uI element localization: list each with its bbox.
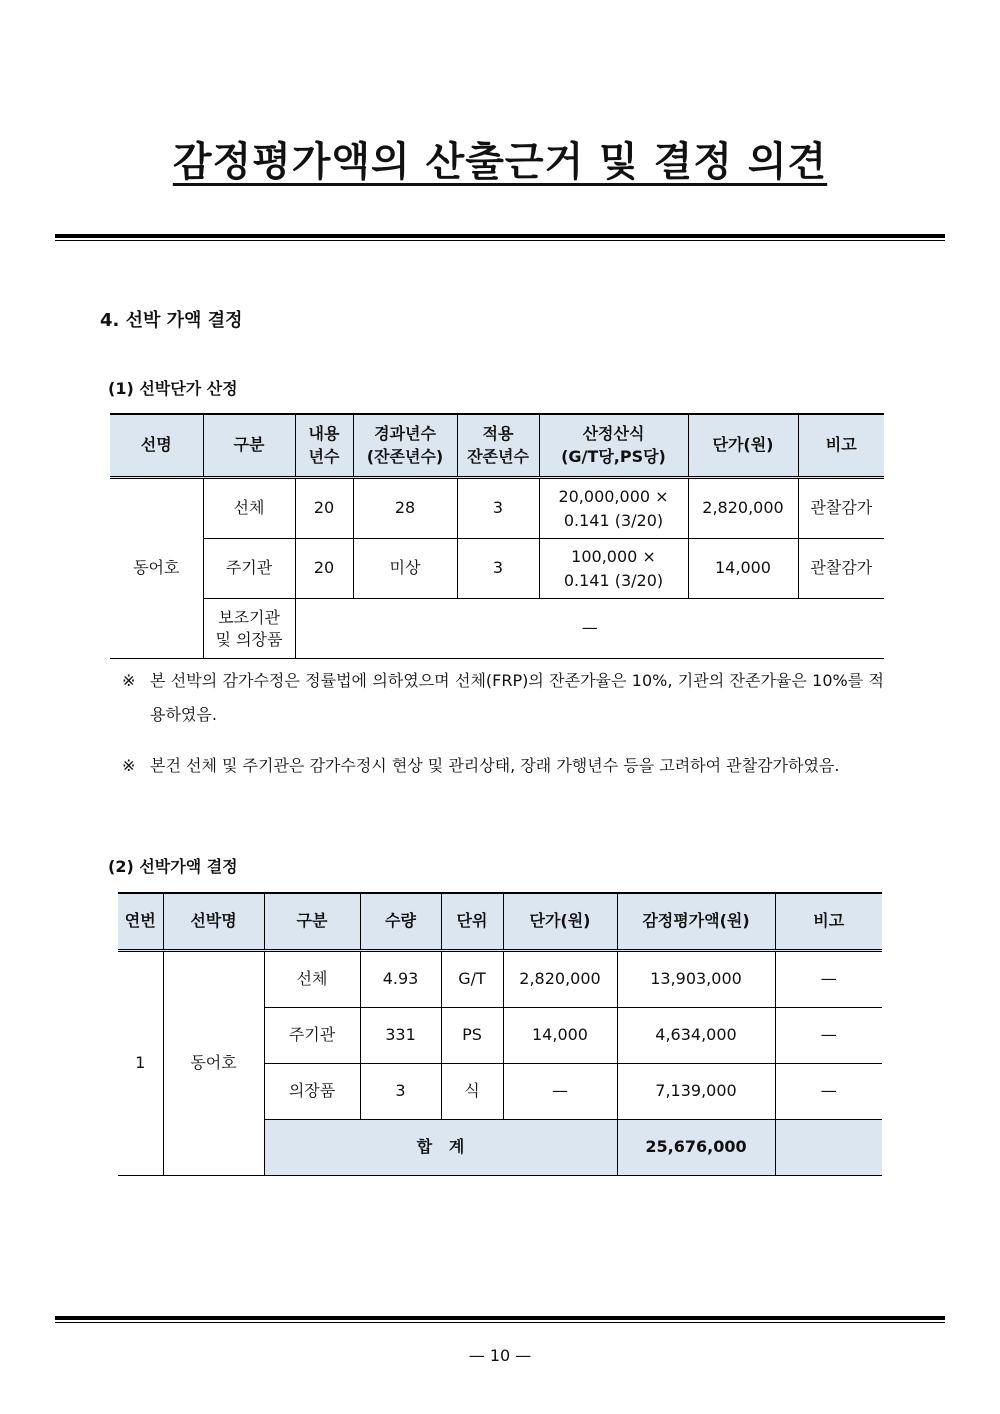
- applied-remaining-cell: 3: [457, 478, 539, 539]
- unit-price-cell: 2,820,000: [688, 478, 798, 539]
- vessel-name-cell: 동어호: [133, 558, 180, 578]
- unit-price-cell: 14,000: [688, 539, 798, 599]
- table-row: [110, 599, 884, 659]
- header-remarks: 비고: [775, 893, 882, 951]
- table-row: [118, 951, 882, 1008]
- header-category: 구분: [203, 414, 295, 478]
- valuation-table: [118, 892, 882, 1176]
- header-unit-price: 단가(원): [688, 414, 798, 478]
- note-text: 본건 선체 및 주기관은 감가수정시 현상 및 관리상태, 장래 가행년수 등을 고려하여 관찰감가하였음.: [150, 756, 840, 775]
- header-applied-remaining: 적용 잔존년수: [457, 414, 539, 478]
- quantity-cell: 4.93: [360, 951, 441, 1008]
- note-text: 본 선박의 감가수정은 정률법에 의하였으며 선체(FRP)의 잔존가율은 10%, 기관의 잔존가율은 10%를 적용하였음.: [150, 671, 884, 724]
- reference-mark: ※: [122, 756, 136, 775]
- section-heading: 4. 선박 가액 결정: [100, 310, 243, 331]
- header-unit-price: 단가(원): [503, 893, 617, 951]
- unit-price-table: [110, 413, 884, 659]
- header-appraised-value: 감정평가액(원): [617, 893, 775, 951]
- header-vessel-name: 선명: [110, 414, 203, 478]
- reference-mark: ※: [122, 671, 136, 690]
- header-unit: 단위: [441, 893, 503, 951]
- header-formula: 산정산식 (G/T당,PS당): [539, 414, 688, 478]
- merged-dash-cell: —: [295, 599, 884, 659]
- serial-no-cell: 1: [135, 1053, 146, 1073]
- header-quantity: 수량: [360, 893, 441, 951]
- quantity-cell: 3: [360, 1064, 441, 1120]
- remarks-cell: 관찰감가: [798, 478, 884, 539]
- remarks-cell: —: [775, 951, 882, 1008]
- category-cell: 보조기관 및 의장품: [203, 599, 295, 659]
- header-useful-life: 내용 년수: [295, 414, 353, 478]
- unit-price-cell: 14,000: [503, 1008, 617, 1064]
- appraised-value-cell: 7,139,000: [617, 1064, 775, 1120]
- vessel-name-cell: 동어호: [163, 951, 264, 1176]
- appraised-value-cell: 13,903,000: [617, 951, 775, 1008]
- remarks-cell: —: [775, 1008, 882, 1064]
- unit-price-cell: 2,820,000: [503, 951, 617, 1008]
- quantity-cell: 331: [360, 1008, 441, 1064]
- remarks-cell: —: [775, 1064, 882, 1120]
- applied-remaining-cell: 3: [457, 539, 539, 599]
- note-observed-depreciation: [122, 749, 884, 783]
- formula-cell: 100,000 × 0.141 (3/20): [539, 539, 688, 599]
- category-cell: 의장품: [264, 1064, 360, 1120]
- top-rule: [55, 234, 945, 241]
- table-header-row: [118, 893, 882, 951]
- bottom-rule: [55, 1316, 945, 1323]
- category-cell: 주기관: [264, 1008, 360, 1064]
- category-cell: 선체: [264, 951, 360, 1008]
- elapsed-years-cell: 미상: [353, 539, 457, 599]
- table-header-row: [110, 414, 884, 478]
- unit-price-cell: —: [503, 1064, 617, 1120]
- unit-cell: 식: [441, 1064, 503, 1120]
- total-amount: 25,676,000: [617, 1120, 775, 1176]
- formula-cell: 20,000,000 × 0.141 (3/20): [539, 478, 688, 539]
- header-remarks: 비고: [798, 414, 884, 478]
- sub-heading-unit-price: (1) 선박단가 산정: [108, 379, 238, 398]
- useful-life-cell: 20: [295, 539, 353, 599]
- unit-cell: G/T: [441, 951, 503, 1008]
- useful-life-cell: 20: [295, 478, 353, 539]
- page-title: 감정평가액의 산출근거 및 결정 의견: [172, 139, 828, 185]
- unit-cell: PS: [441, 1008, 503, 1064]
- table-row: [110, 478, 884, 539]
- header-elapsed-years: 경과년수 (잔존년수): [353, 414, 457, 478]
- note-depreciation-method: [122, 664, 884, 732]
- total-label: 합 계: [264, 1120, 617, 1176]
- header-vessel-name: 선박명: [163, 893, 264, 951]
- sub-heading-vessel-value: (2) 선박가액 결정: [108, 857, 238, 876]
- elapsed-years-cell: 28: [353, 478, 457, 539]
- category-cell: 선체: [203, 478, 295, 539]
- appraised-value-cell: 4,634,000: [617, 1008, 775, 1064]
- category-cell: 주기관: [203, 539, 295, 599]
- total-remarks: [775, 1120, 882, 1176]
- header-category: 구분: [264, 893, 360, 951]
- page-number: — 10 —: [468, 1346, 532, 1365]
- header-serial-no: 연번: [118, 893, 163, 951]
- table-row: [110, 539, 884, 599]
- remarks-cell: 관찰감가: [798, 539, 884, 599]
